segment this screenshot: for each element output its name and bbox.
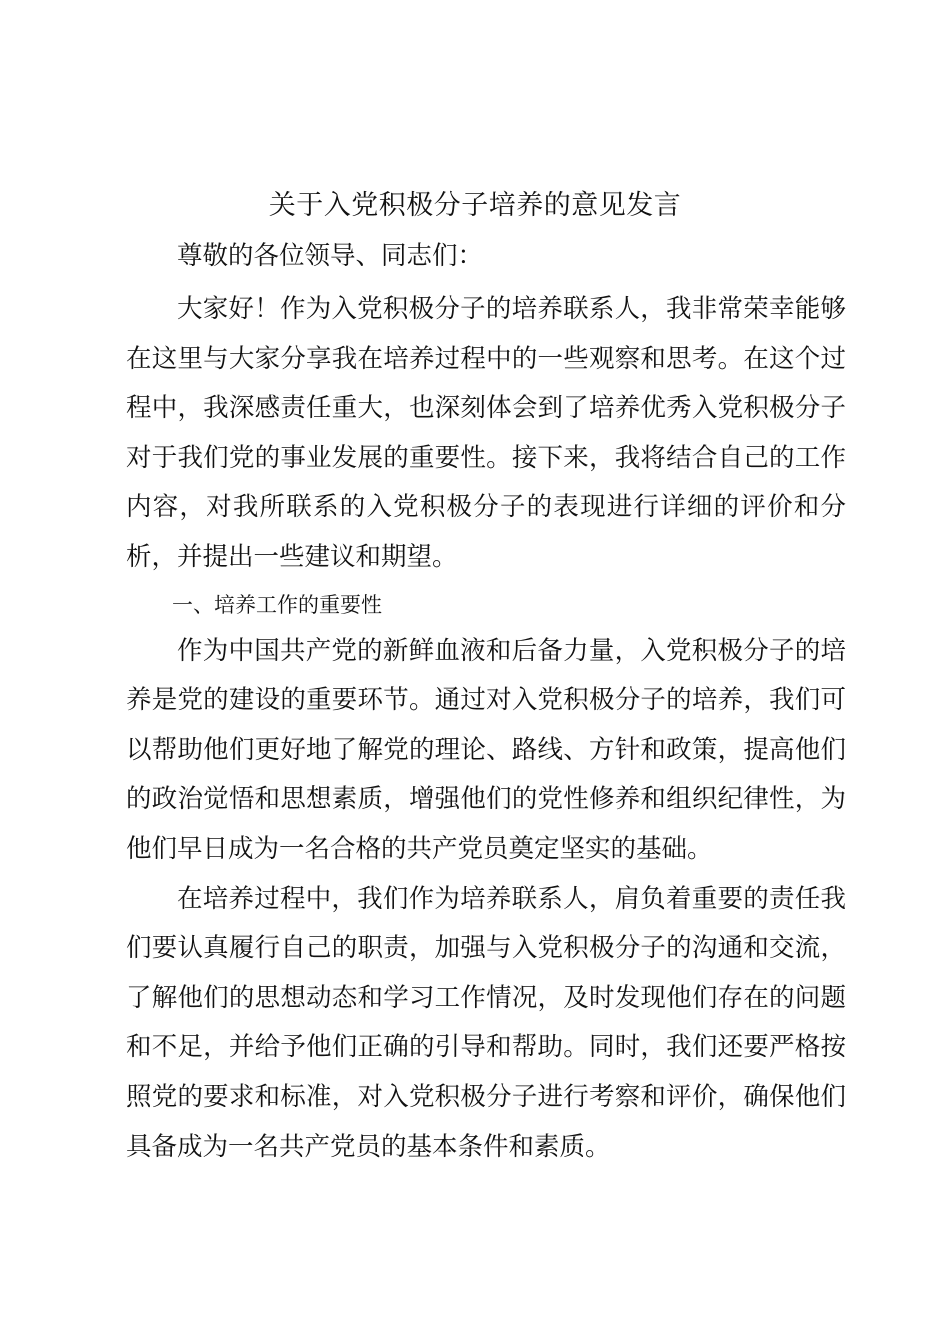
- intro-paragraph: 大家好！作为入党积极分子的培养联系人，我非常荣幸能够在这里与大家分享我在培养过程中的一些观察和思考。在这个过程中，我深感责任重大，也深刻体会到了培养优秀入党积极分子对于我们党的事业发展的重要性。接下来，我将结合自己的工作内容，对我所联系的入党积极分子的表现进行详细的评价和分析，并提出一些建议和期望。: [126, 294, 846, 572]
- document-body: [126, 236, 846, 1172]
- section-paragraph: 在培养过程中，我们作为培养联系人，肩负着重要的责任我们要认真履行自己的职责，加强与入党积极分子的沟通和交流，了解他们的思想动态和学习工作情况，及时发现他们存在的问题和不足，并给予他们正确的引导和帮助。同时，我们还要严格按照党的要求和标准，对入党积极分子进行考察和评价，确保他们具备成为一名共产党员的基本条件和素质。: [126, 883, 846, 1162]
- greeting: 尊敬的各位领导、同志们：: [177, 241, 484, 271]
- section-heading: 一、培养工作的重要性: [172, 592, 382, 617]
- section-paragraph: 作为中国共产党的新鲜血液和后备力量，入党积极分子的培养是党的建设的重要环节。通过对入党积极分子的培养，我们可以帮助他们更好地了解党的理论、路线、方针和政策，提高他们的政治觉悟和思想素质，增强他们的党性修养和组织纪律性，为他们早日成为一名合格的共产党员奠定坚实的基础。: [126, 635, 846, 864]
- document-title: 关于入党积极分子培养的意见发言: [268, 190, 682, 221]
